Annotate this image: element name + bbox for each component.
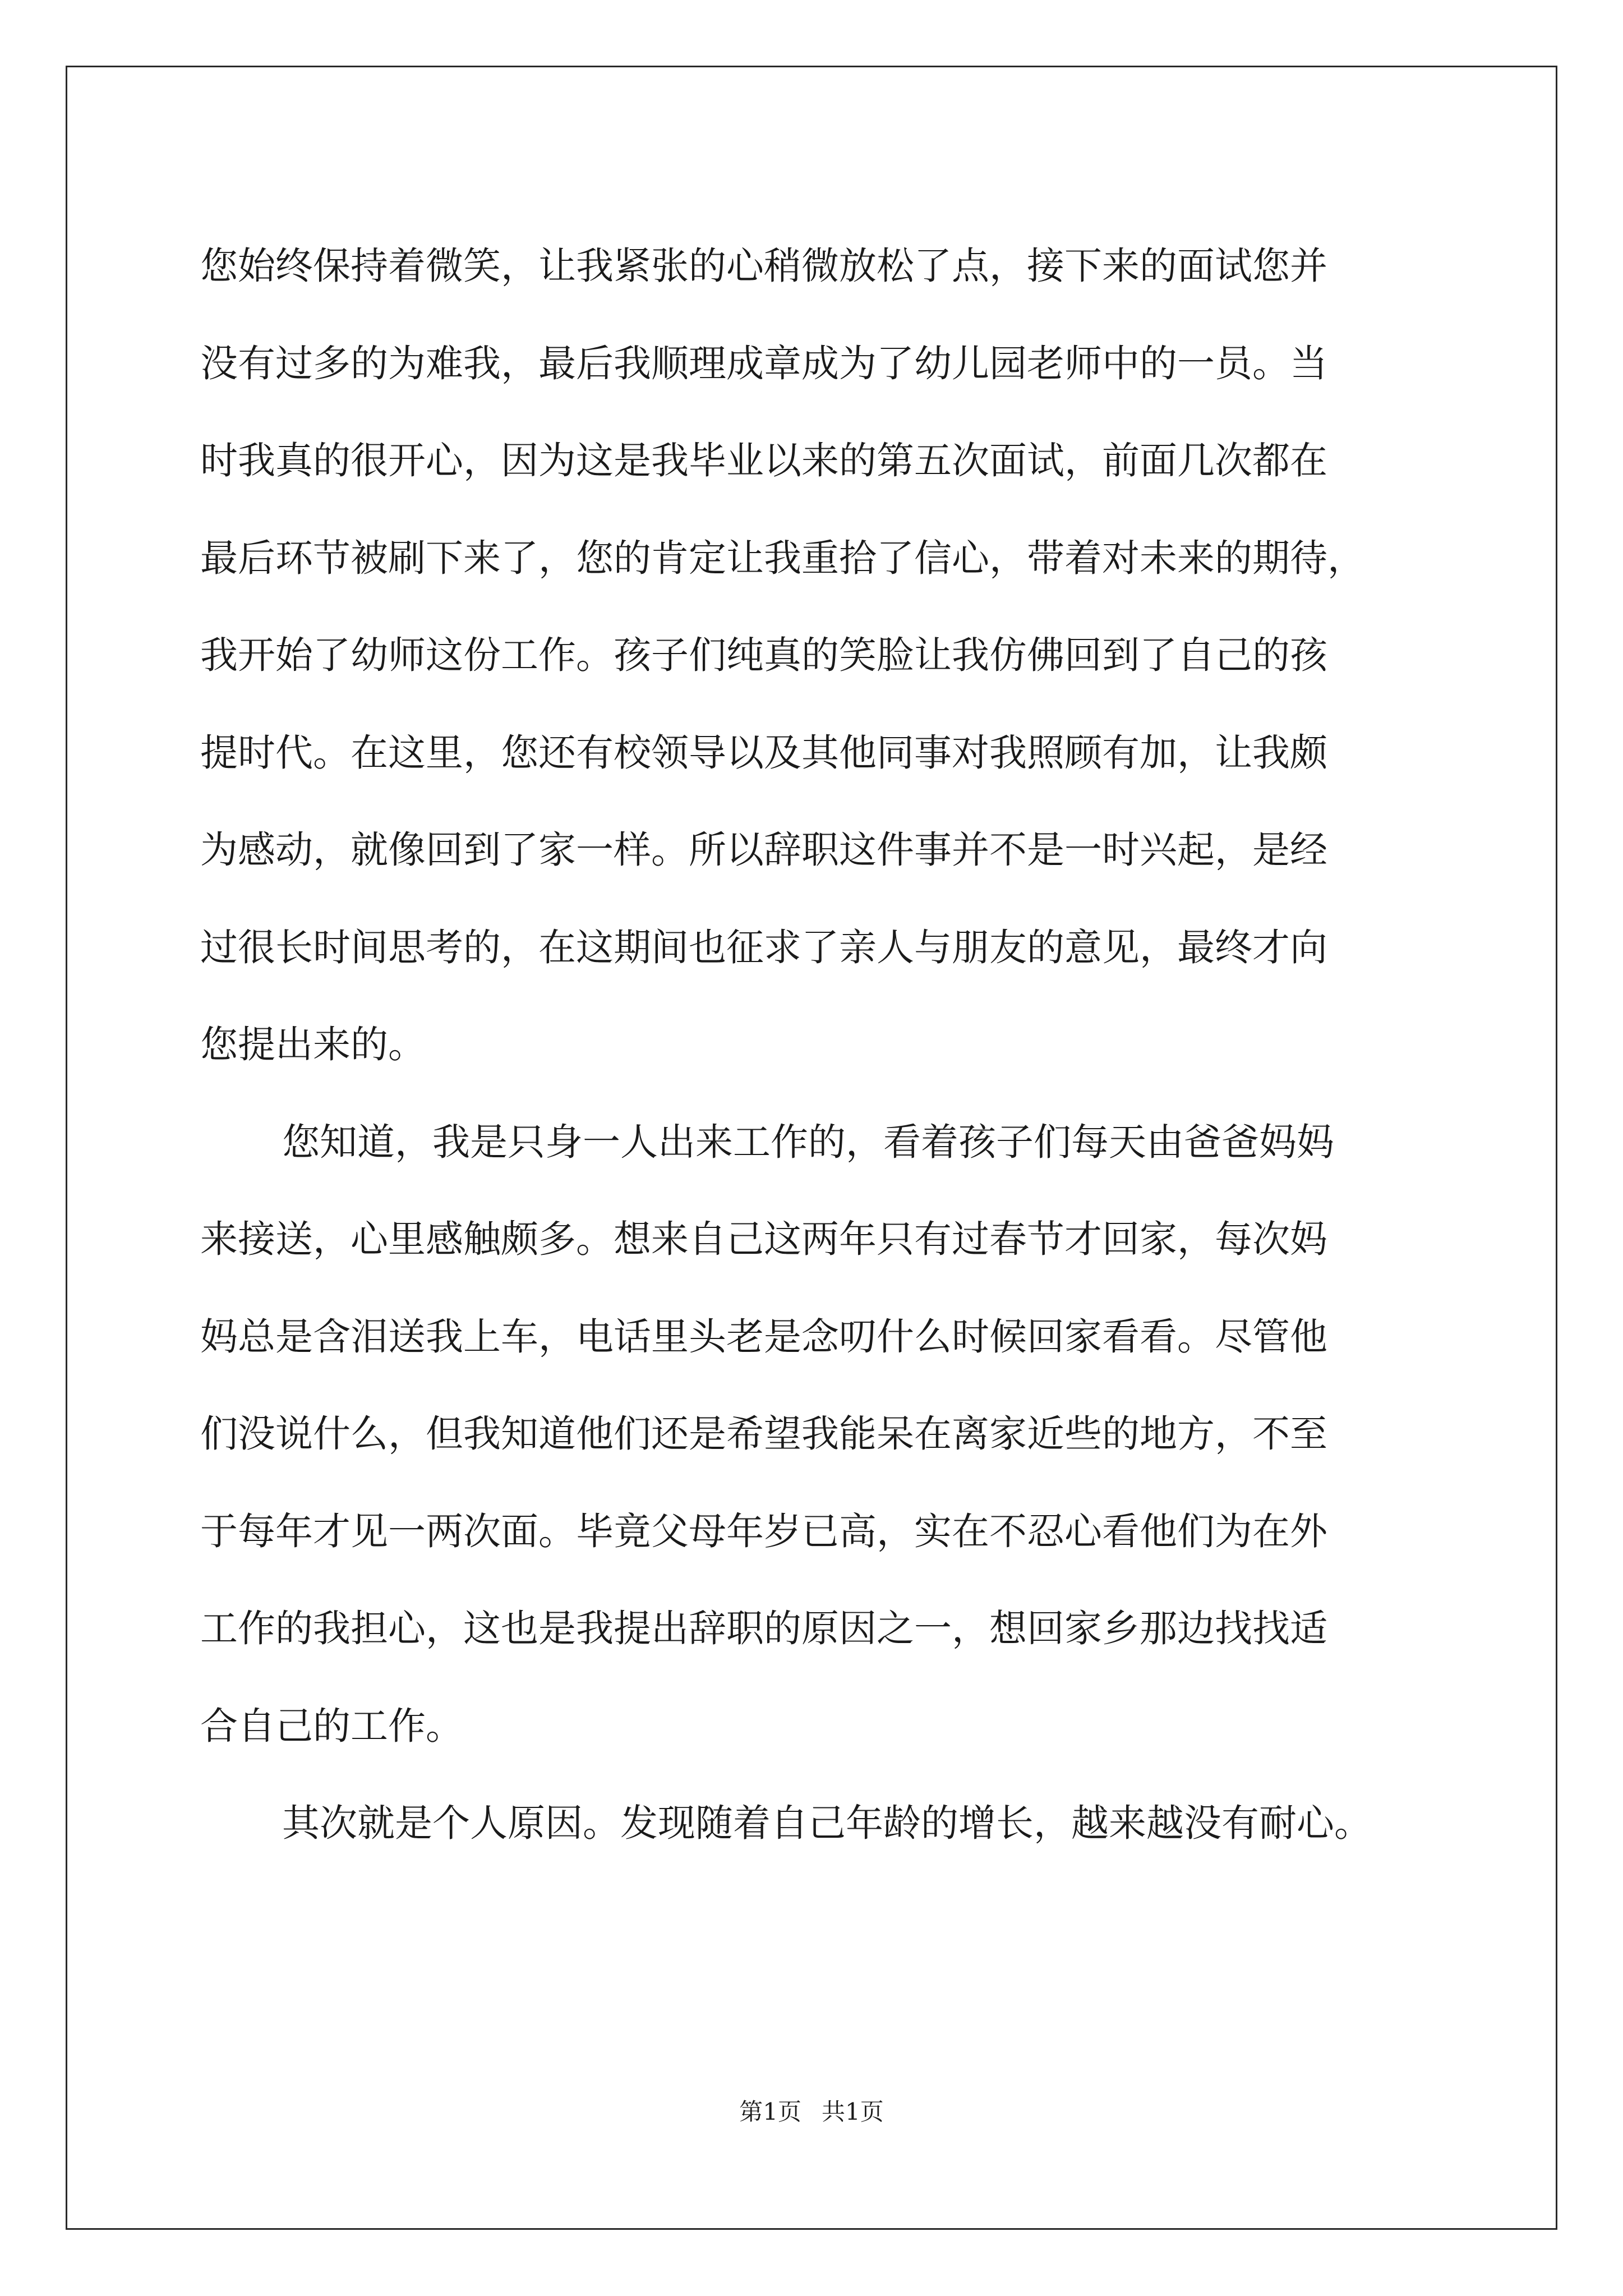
page-number: 第1页 — [739, 2098, 801, 2125]
text-line: 们没说什么，但我知道他们还是希望我能呆在离家近些的地方，不至 — [200, 1412, 1327, 1456]
text-line: 工作的我担心，这也是我提出辞职的原因之一，想回家乡那边找找适 — [200, 1607, 1327, 1650]
text-line: 我开始了幼师这份工作。孩子们纯真的笑脸让我仿佛回到了自己的孩 — [200, 633, 1327, 677]
page-footer — [0, 2095, 1623, 2129]
text-line: 时我真的很开心，因为这是我毕业以来的第五次面试，前面几次都在 — [200, 439, 1327, 482]
text-line: 您始终保持着微笑，让我紧张的心稍微放松了点，接下来的面试您并 — [200, 244, 1327, 288]
paragraph-start-line: 您知道，我是只身一人出来工作的，看着孩子们每天由爸爸妈妈 — [282, 1120, 1334, 1164]
text-line: 提时代。在这里，您还有校领导以及其他同事对我照顾有加，让我颇 — [200, 730, 1327, 775]
text-line: 您提出来的。 — [200, 1023, 426, 1066]
text-line: 过很长时间思考的，在这期间也征求了亲人与朋友的意见，最终才向 — [200, 925, 1327, 969]
paragraph-start-line: 其次就是个人原因。发现随着自己年龄的增长，越来越没有耐心。 — [282, 1801, 1372, 1845]
text-line: 最后环节被刷下来了，您的肯定让我重拾了信心，带着对未来的期待， — [200, 536, 1365, 580]
text-line: 妈总是含泪送我上车，电话里头老是念叨什么时候回家看看。尽管他 — [200, 1314, 1327, 1359]
text-line: 没有过多的为难我，最后我顺理成章成为了幼儿园老师中的一员。当 — [200, 341, 1327, 385]
text-line: 来接送，心里感触颇多。想来自己这两年只有过春节才回家，每次妈 — [200, 1217, 1327, 1261]
text-line: 为感动，就像回到了家一样。所以辞职这件事并不是一时兴起，是经 — [200, 828, 1327, 872]
page-total: 共1页 — [822, 2098, 884, 2125]
document-body — [200, 218, 1434, 1872]
text-line: 合自己的工作。 — [200, 1704, 463, 1748]
text-line: 于每年才见一两次面。毕竟父母年岁已高，实在不忍心看他们为在外 — [200, 1509, 1327, 1553]
